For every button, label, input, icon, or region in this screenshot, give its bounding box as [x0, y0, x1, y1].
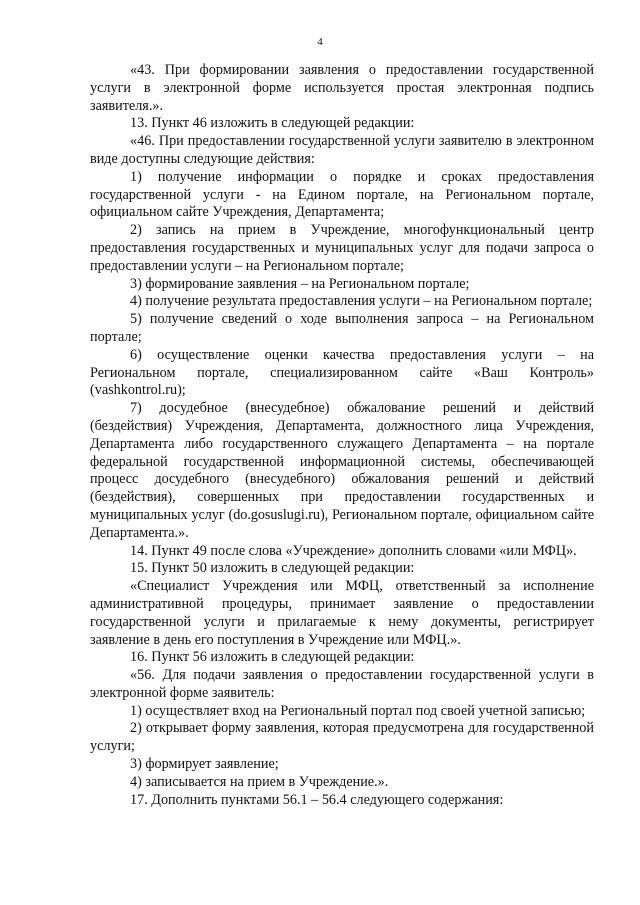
list-item-3: 3) формирование заявления – на Региональном портале;	[130, 275, 470, 292]
paragraph-43-quote: «43. При формировании заявления о предоставлении государственной услуги в электронной форме используется простая электронная подпись заявителя.».	[90, 62, 594, 114]
list-item-56-2: 2) открывает форму заявления, которая предусмотрена для государственной услуги;	[90, 720, 594, 755]
list-item-7: 7) досудебное (внесудебное) обжалование решений и действий (бездействия) Учреждения, Департамента, должностного лица Учреждения, Департамента либо государственного служащего Департамента – на портале федеральной государственной информационной системы, обеспечивающей процесс досудебного (внесудебного) обжалования решений и действий (бездействия), совершенных при предоставлении государственных и муниципальных услуг (do.gosuslugi.ru), Региональном портале, официальном сайте Департамента.».	[90, 400, 594, 541]
paragraph-item-14: 14. Пункт 49 после слова «Учреждение» дополнить словами «или МФЦ».	[130, 542, 577, 559]
paragraph-item-15: 15. Пункт 50 изложить в следующей редакции:	[130, 560, 415, 577]
paragraph-56-quote: «56. Для подачи заявления о предоставлении государственной услуги в электронной форме заявитель:	[90, 667, 594, 701]
page-number: 4	[317, 36, 323, 48]
list-item-5: 5) получение сведений о ходе выполнения запроса – на Региональном портале;	[90, 311, 594, 345]
paragraph-item-13: 13. Пункт 46 изложить в следующей редакции:	[130, 115, 415, 132]
list-item-2: 2) запись на прием в Учреждение, многофункциональный центр предоставления государственных и муниципальных услуг для подачи запроса о предоставлении услуги – на Региональном портале;	[90, 222, 594, 274]
paragraph-specialist-quote: «Специалист Учреждения или МФЦ, ответственный за исполнение административной процедуры, принимает заявление о предоставлении государственной услуги и прилагаемые к нему документы, регистрирует заявление в день его поступления в Учреждение или МФЦ.».	[90, 578, 594, 648]
list-item-4: 4) получение результата предоставления услуги – на Региональном портале;	[130, 293, 593, 310]
list-item-56-4: 4) записывается на прием в Учреждение.».	[130, 773, 389, 790]
list-item-6: 6) осуществление оценки качества предоставления услуги – на Региональном портале, специализированном сайте «Ваш Контроль» (vashkontrol.ru);	[90, 346, 594, 399]
list-item-56-1: 1) осуществляет вход на Региональный портал под своей учетной записью;	[130, 702, 586, 719]
list-item-56-3: 3) формирует заявление;	[130, 756, 279, 773]
paragraph-item-16: 16. Пункт 56 изложить в следующей редакции:	[130, 649, 415, 666]
paragraph-46-quote: «46. При предоставлении государственной услуги заявителю в электронном виде доступны следующие действия:	[90, 133, 594, 167]
list-item-1: 1) получение информации о порядке и сроках предоставления государственной услуги - на Едином портале, на Региональном портале, официальном сайте Учреждения, Департамента;	[90, 168, 594, 221]
paragraph-item-17: 17. Дополнить пунктами 56.1 – 56.4 следующего содержания:	[130, 791, 504, 808]
document-body	[90, 62, 594, 809]
